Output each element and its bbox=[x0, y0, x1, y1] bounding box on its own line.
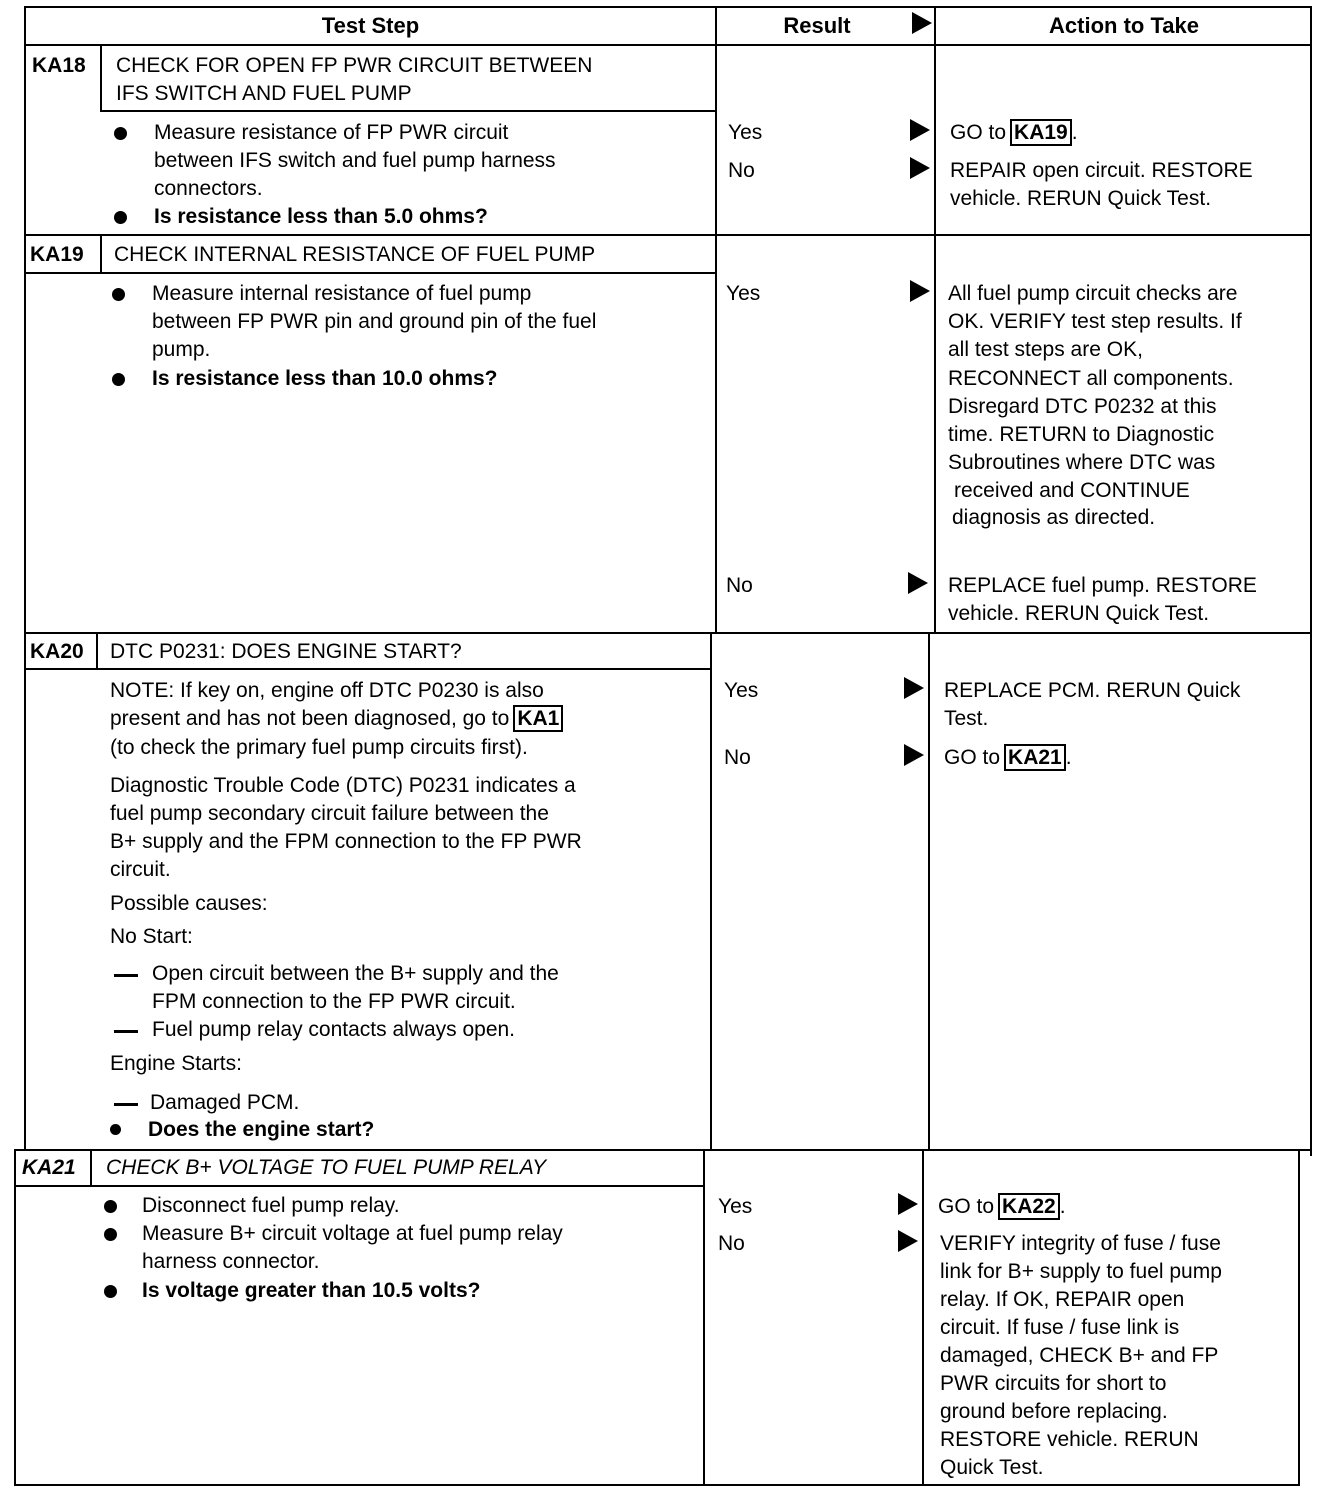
ka20-desc-line2: fuel pump secondary circuit failure between the bbox=[110, 802, 549, 825]
ka20-cause1-line2: FPM connection to the FP PWR circuit. bbox=[152, 990, 516, 1013]
ka20-question: Does the engine start? bbox=[148, 1118, 375, 1141]
col-divider-1c bbox=[703, 1150, 705, 1486]
ka19-bullet-icon bbox=[112, 288, 125, 301]
ka19-yes-action-3: all test steps are OK, bbox=[948, 338, 1143, 361]
sep-ka20 bbox=[24, 632, 1312, 634]
border-left-lower bbox=[14, 1150, 16, 1486]
ka21-title-rule bbox=[14, 1185, 704, 1187]
ka18-no-arrow-icon bbox=[910, 157, 930, 179]
ka18-no-action-line1: REPAIR open circuit. RESTORE bbox=[950, 159, 1253, 182]
ka21-no-action-9: Quick Test. bbox=[940, 1456, 1044, 1479]
ka19-yes-action-8: received and CONTINUE bbox=[954, 479, 1190, 502]
ka20-yes-action-line2: Test. bbox=[944, 707, 989, 730]
header-test-step: Test Step bbox=[321, 13, 420, 38]
header-rule bbox=[24, 44, 1312, 46]
ka21-no-action-8: RESTORE vehicle. RERUN bbox=[940, 1428, 1199, 1451]
ka19-step-id: KA19 bbox=[30, 243, 84, 266]
ka20-engine-starts: Engine Starts: bbox=[110, 1052, 242, 1075]
ka18-ref-ka19[interactable]: KA19 bbox=[1010, 119, 1072, 146]
ka21-yes-action: GO to KA22 . bbox=[938, 1195, 1066, 1218]
border-bottom bbox=[14, 1484, 1300, 1486]
col-divider-2c bbox=[922, 1150, 924, 1486]
ka21-no-arrow-icon bbox=[898, 1230, 918, 1252]
ka21-no-action-5: damaged, CHECK B+ and FP bbox=[940, 1344, 1219, 1367]
ka21-bullet1: Disconnect fuel pump relay. bbox=[142, 1194, 400, 1217]
ka18-yes-action: GO to KA19 . bbox=[950, 121, 1078, 144]
ka21-yes-action-text: GO to bbox=[938, 1195, 995, 1218]
ka21-ref-ka22[interactable]: KA22 bbox=[998, 1193, 1060, 1220]
ka20-note-line2 bbox=[110, 705, 563, 733]
ka20-desc-line1: Diagnostic Trouble Code (DTC) P0231 indicates a bbox=[110, 774, 576, 797]
ka21-id-divider bbox=[90, 1151, 92, 1186]
ka21-no-action-7: ground before replacing. bbox=[940, 1400, 1168, 1423]
ka20-title-rule bbox=[24, 668, 711, 670]
ka18-no: No bbox=[728, 159, 755, 182]
ka19-no: No bbox=[726, 574, 753, 597]
ka21-question-bullet-icon bbox=[104, 1285, 117, 1298]
ka20-no-action-text: GO to bbox=[944, 746, 1001, 769]
sep-ka19 bbox=[24, 234, 1312, 236]
ka19-yes-action-5: Disregard DTC P0232 at this bbox=[948, 395, 1217, 418]
ka20-note-line1: NOTE: If key on, engine off DTC P0230 is also bbox=[110, 679, 544, 702]
ka20-cause3: Damaged PCM. bbox=[150, 1091, 300, 1114]
ka21-yes-arrow-icon bbox=[898, 1193, 918, 1215]
ka21-no-action-2: link for B+ supply to fuel pump bbox=[940, 1260, 1222, 1283]
ka20-yes-arrow-icon bbox=[904, 677, 924, 699]
ka20-no-arrow-icon bbox=[904, 744, 924, 766]
ka21-no-action-6: PWR circuits for short to bbox=[940, 1372, 1167, 1395]
ka20-no: No bbox=[724, 746, 751, 769]
ka21-no-action-1: VERIFY integrity of fuse / fuse bbox=[940, 1232, 1221, 1255]
ka19-yes-action-9: diagnosis as directed. bbox=[952, 506, 1156, 529]
ka18-step-id: KA18 bbox=[32, 54, 86, 77]
ka21-bullet2-line2: harness connector. bbox=[142, 1250, 320, 1273]
ka20-note-line3: (to check the primary fuel pump circuits first). bbox=[110, 736, 528, 759]
ka21-bullet1-icon bbox=[104, 1200, 117, 1213]
ka19-no-action-line1: REPLACE fuel pump. RESTORE bbox=[948, 574, 1257, 597]
ka18-title-line1: CHECK FOR OPEN FP PWR CIRCUIT BETWEEN bbox=[116, 54, 593, 77]
ka20-cause2-dash-icon bbox=[114, 1030, 138, 1033]
ka20-cause1-dash-icon bbox=[114, 974, 138, 977]
border-top bbox=[24, 6, 1312, 8]
ka19-bullet1-line1: Measure internal resistance of fuel pump bbox=[152, 282, 532, 305]
ka20-desc-line3: B+ supply and the FPM connection to the FP PWR bbox=[110, 830, 582, 853]
ka21-title: CHECK B+ VOLTAGE TO FUEL PUMP RELAY bbox=[106, 1156, 547, 1179]
ka19-yes-action-2: OK. VERIFY test step results. If bbox=[948, 310, 1242, 333]
ka19-bullet1-line2: between FP PWR pin and ground pin of the fuel bbox=[152, 310, 597, 333]
ka21-bullet2-line1: Measure B+ circuit voltage at fuel pump relay bbox=[142, 1222, 563, 1245]
col-divider-1a bbox=[715, 6, 717, 634]
ka20-desc-line4: circuit. bbox=[110, 858, 171, 881]
ka19-yes: Yes bbox=[726, 282, 761, 305]
ka20-note-line2-text: present and has not been diagnosed, go to bbox=[110, 707, 510, 730]
ka20-ref-ka1[interactable]: KA1 bbox=[513, 705, 563, 732]
ka19-yes-action-4: RECONNECT all components. bbox=[948, 367, 1234, 390]
ka18-question-bullet-icon bbox=[114, 211, 127, 224]
ka19-bullet1-line3: pump. bbox=[152, 338, 211, 361]
ka18-yes: Yes bbox=[728, 121, 763, 144]
ka20-cause3-dash-icon bbox=[114, 1103, 138, 1106]
header-action: Action to Take bbox=[1049, 13, 1199, 38]
ka21-no-action-3: relay. If OK, REPAIR open bbox=[940, 1288, 1185, 1311]
ka20-title: DTC P0231: DOES ENGINE START? bbox=[110, 640, 462, 663]
ka19-no-action-line2: vehicle. RERUN Quick Test. bbox=[948, 602, 1210, 625]
ka18-title-rule bbox=[100, 110, 716, 112]
ka18-bullet1-line3: connectors. bbox=[154, 177, 263, 200]
ka21-bullet2-icon bbox=[104, 1228, 117, 1241]
ka21-step-id: KA21 bbox=[22, 1156, 76, 1179]
ka20-step-id: KA20 bbox=[30, 640, 84, 663]
ka20-question-bullet-icon bbox=[110, 1124, 121, 1135]
border-left bbox=[24, 6, 26, 1150]
ka21-question: Is voltage greater than 10.5 volts? bbox=[142, 1279, 481, 1302]
ka19-yes-arrow-icon bbox=[910, 280, 930, 302]
ka20-no-action: GO to KA21 . bbox=[944, 746, 1072, 769]
col-divider-2b bbox=[928, 634, 930, 1150]
ka18-bullet1-line1: Measure resistance of FP PWR circuit bbox=[154, 121, 509, 144]
diagnostic-table bbox=[14, 6, 1312, 1486]
ka20-ref-ka21[interactable]: KA21 bbox=[1004, 744, 1066, 771]
ka19-title-rule bbox=[24, 272, 716, 274]
ka19-id-divider bbox=[100, 236, 102, 273]
ka18-bullet1-line2: between IFS switch and fuel pump harness bbox=[154, 149, 556, 172]
ka18-bullet-icon bbox=[114, 127, 127, 140]
ka19-yes-action-1: All fuel pump circuit checks are bbox=[948, 282, 1238, 305]
ka19-title: CHECK INTERNAL RESISTANCE OF FUEL PUMP bbox=[114, 243, 596, 266]
col-divider-1b bbox=[710, 634, 712, 1150]
border-right bbox=[1310, 6, 1312, 1156]
ka19-no-arrow-icon bbox=[908, 572, 928, 594]
ka18-yes-action-text: GO to bbox=[950, 121, 1007, 144]
ka18-title-line2: IFS SWITCH AND FUEL PUMP bbox=[116, 82, 412, 105]
ka20-cause1-line1: Open circuit between the B+ supply and the bbox=[152, 962, 559, 985]
header-arrow-icon bbox=[912, 12, 932, 34]
header-result: Result bbox=[783, 13, 851, 38]
ka21-no: No bbox=[718, 1232, 745, 1255]
ka20-possible-causes: Possible causes: bbox=[110, 892, 268, 915]
ka19-yes-action-7: Subroutines where DTC was bbox=[948, 451, 1216, 474]
ka20-cause2: Fuel pump relay contacts always open. bbox=[152, 1018, 516, 1041]
sep-ka21 bbox=[14, 1149, 1312, 1151]
col-divider-2a bbox=[934, 6, 936, 634]
ka21-yes: Yes bbox=[718, 1195, 753, 1218]
ka19-question: Is resistance less than 10.0 ohms? bbox=[152, 367, 498, 390]
ka20-yes: Yes bbox=[724, 679, 759, 702]
ka19-question-bullet-icon bbox=[112, 373, 125, 386]
border-right-lower bbox=[1298, 1150, 1300, 1486]
ka20-no-start: No Start: bbox=[110, 925, 193, 948]
ka18-question: Is resistance less than 5.0 ohms? bbox=[154, 205, 488, 228]
ka18-no-action-line2: vehicle. RERUN Quick Test. bbox=[950, 187, 1212, 210]
ka21-no-action-4: circuit. If fuse / fuse link is bbox=[940, 1316, 1180, 1339]
ka18-yes-arrow-icon bbox=[910, 119, 930, 141]
ka20-id-divider bbox=[96, 634, 98, 669]
ka20-yes-action-line1: REPLACE PCM. RERUN Quick bbox=[944, 679, 1241, 702]
ka19-yes-action-6: time. RETURN to Diagnostic bbox=[948, 423, 1215, 446]
ka18-id-divider bbox=[100, 46, 102, 112]
